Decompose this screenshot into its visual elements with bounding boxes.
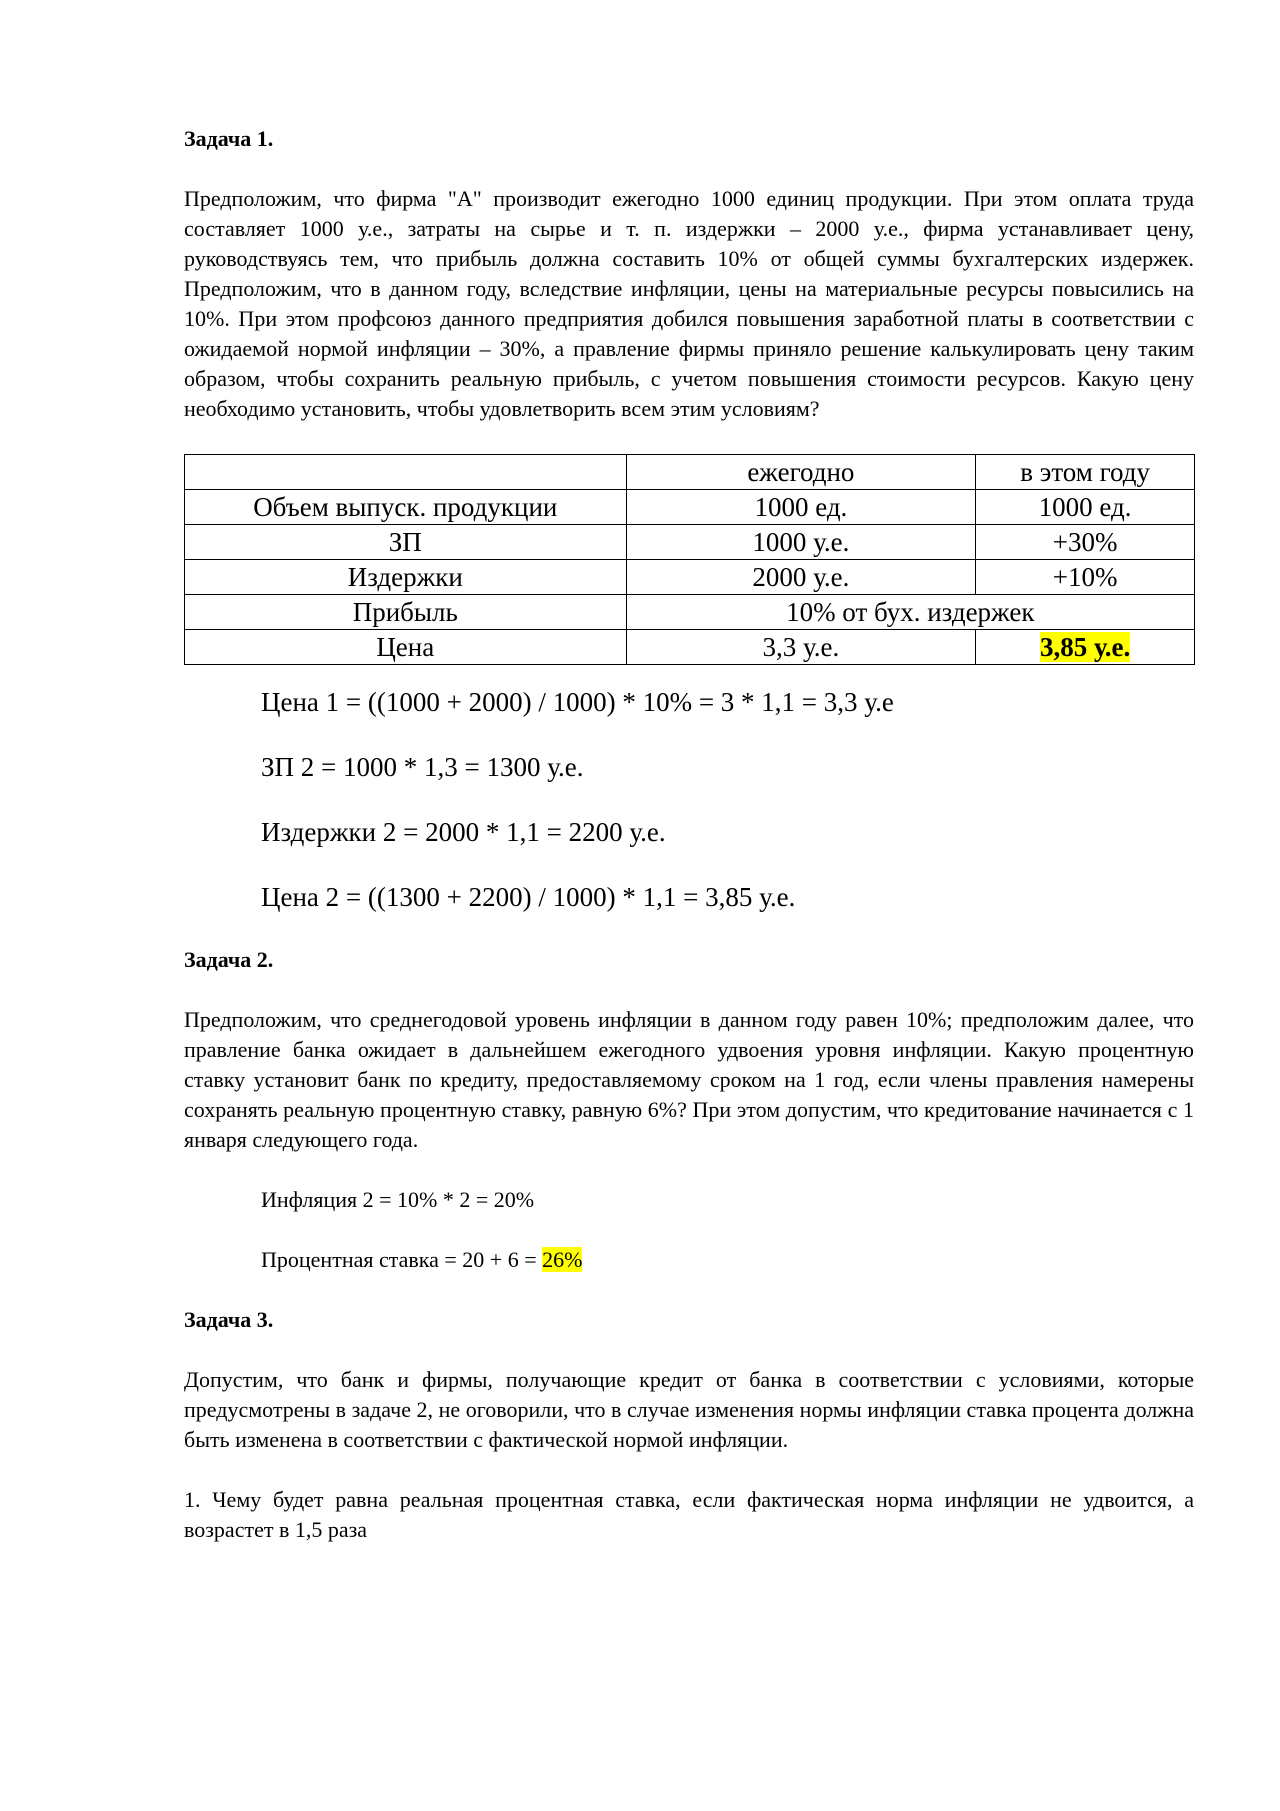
table-cell: 3,3 у.е. xyxy=(626,630,976,665)
table-row xyxy=(185,560,1195,595)
table-cell: 2000 у.е. xyxy=(626,560,976,595)
formula-costs-2: Издержки 2 = 2000 * 1,1 = 2200 у.е. xyxy=(261,817,666,847)
table-cell-answer xyxy=(976,630,1195,665)
table-cell: Издержки xyxy=(185,560,627,595)
table-cell: 1000 ед. xyxy=(976,490,1195,525)
task1-text: Предположим, что фирма "А" производит ежегодно 1000 единиц продукции. При этом оплата труда составляет 1000 у.е., затраты на сырье и т. п. издержки – 2000 у.е., фирма устанавливает цену, руководствуясь тем, что прибыль должна составить 10% от общей суммы бухгалтерских издержек. Предположим, что в данном году, вследствие инфляции, цены на материальные ресурсы повысились на 10%. При этом профсоюз данного предприятия добился повышения заработной платы в соответствии с ожидаемой нормой инфляции – 30%, а правление фирмы приняло решение калькулировать цену таким образом, чтобы сохранить реальную прибыль, с учетом повышения стоимости ресурсов. Какую цену необходимо установить, чтобы удовлетворить всем этим условиям? xyxy=(184,186,1194,421)
task1-table xyxy=(184,454,1195,665)
table-header-row xyxy=(185,455,1195,490)
table-row xyxy=(185,490,1195,525)
table-header-cell: ежегодно xyxy=(626,455,976,490)
table-header-cell: в этом году xyxy=(976,455,1195,490)
table-cell: 1000 у.е. xyxy=(626,525,976,560)
interest-rate-answer-highlight: 26% xyxy=(542,1247,583,1272)
formula-salary-2: ЗП 2 = 1000 * 1,3 = 1300 у.е. xyxy=(261,752,584,782)
formula-price-1: Цена 1 = ((1000 + 2000) / 1000) * 10% = 3 * 1,1 = 3,3 у.е xyxy=(261,687,894,717)
table-cell: Объем выпуск. продукции xyxy=(185,490,627,525)
table-cell: +10% xyxy=(976,560,1195,595)
formula-interest-rate-prefix: Процентная ставка = 20 + 6 = xyxy=(261,1247,543,1272)
table-row xyxy=(185,525,1195,560)
table-row xyxy=(185,630,1195,665)
task3-text: Допустим, что банк и фирмы, получающие кредит от банка в соответствии с условиями, которые предусмотрены в задаче 2, не оговорили, что в случае изменения нормы инфляции ставка процента должна быть изменена в соответствии с фактической нормой инфляции. xyxy=(184,1367,1194,1452)
table-cell: Прибыль xyxy=(185,595,627,630)
table-cell: +30% xyxy=(976,525,1195,560)
table-cell: 1000 ед. xyxy=(626,490,976,525)
table-cell: ЗП xyxy=(185,525,627,560)
document-content xyxy=(184,124,1194,1575)
task2-text: Предположим, что среднегодовой уровень инфляции в данном году равен 10%; предположим далее, что правление банка ожидает в дальнейшем ежегодного удвоения уровня инфляции. Какую процентную ставку установит банк по кредиту, предоставляемому сроком на 1 год, если члены правления намерены сохранять реальную процентную ставку, равную 6%? При этом допустим, что кредитование начинается с 1 января следующего года. xyxy=(184,1007,1194,1152)
task3-heading: Задача 3. xyxy=(184,1307,274,1332)
task3-question-1: 1. Чему будет равна реальная процентная ставка, если фактическая норма инфляции не удвоится, а возрастет в 1,5 раза xyxy=(184,1487,1194,1542)
formula-inflation-2: Инфляция 2 = 10% * 2 = 20% xyxy=(261,1187,535,1212)
task2-heading: Задача 2. xyxy=(184,947,274,972)
table-cell-merged: 10% от бух. издержек xyxy=(626,595,1194,630)
table-cell: Цена xyxy=(185,630,627,665)
task1-heading: Задача 1. xyxy=(184,126,274,151)
price-answer-highlight: 3,85 у.е. xyxy=(1039,632,1131,662)
table-row xyxy=(185,595,1195,630)
formula-price-2: Цена 2 = ((1300 + 2200) / 1000) * 1,1 = 3,85 у.е. xyxy=(261,882,796,912)
table-header-cell xyxy=(185,455,627,490)
formula-interest-rate xyxy=(261,1245,1194,1275)
